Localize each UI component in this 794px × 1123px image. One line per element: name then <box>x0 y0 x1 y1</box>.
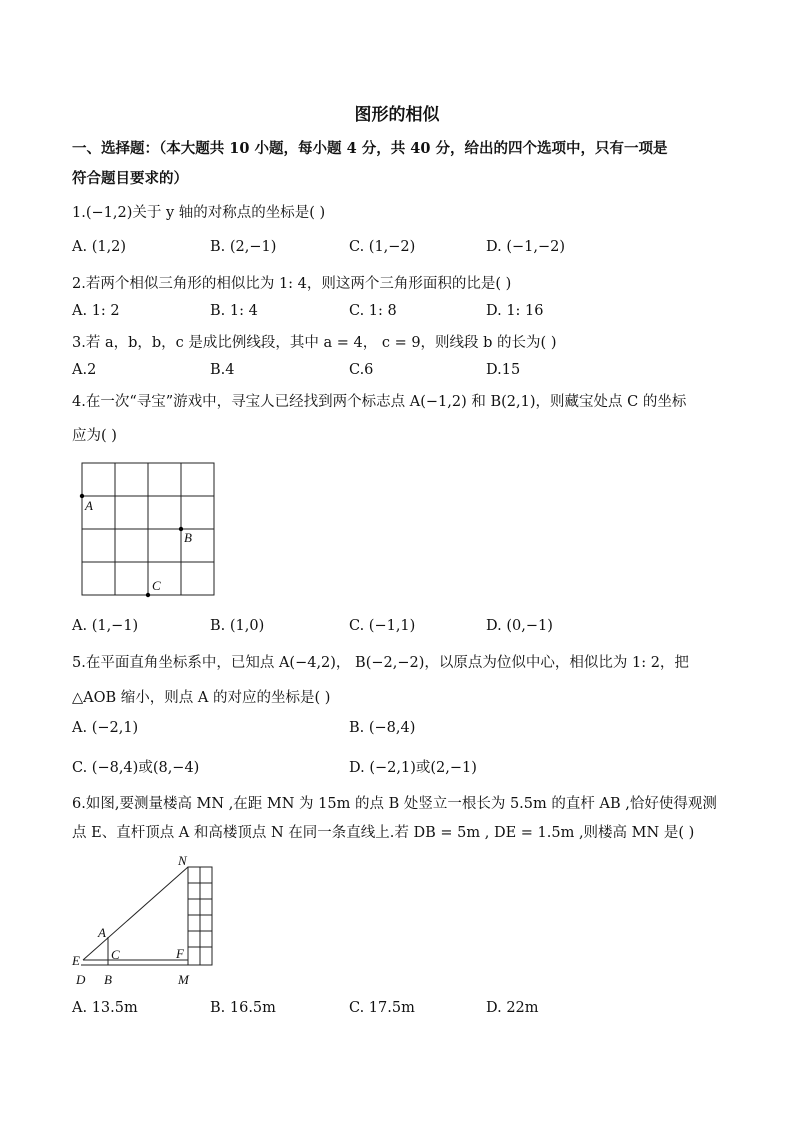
question-5-stem-line2: △AOB 缩小，则点 A 的对应的坐标是( ) <box>72 690 331 706</box>
question-1-option-b: B. (2,−1) <box>210 239 277 255</box>
label-b: B <box>184 530 192 545</box>
question-3-option-d: D.15 <box>486 362 521 378</box>
question-6-option-c: C. 17.5m <box>349 1000 415 1016</box>
question-2-option-d: D. 1: 16 <box>486 303 544 319</box>
question-4-option-a: A. (1,−1) <box>72 618 139 634</box>
question-5-option-b: B. (−8,4) <box>349 720 416 736</box>
label-c: C <box>111 947 120 962</box>
label-e: E <box>72 953 80 968</box>
question-4-option-d: D. (0,−1) <box>486 618 553 634</box>
point-a-marker <box>80 494 84 498</box>
question-2-option-c: C. 1: 8 <box>349 303 397 319</box>
question-5-option-c: C. (−8,4)或(8,−4) <box>72 760 200 776</box>
question-6-stem-line1: 6.如图,要测量楼高 MN ,在距 MN 为 15m 的点 B 处竖立一根长为 5.5m 的直杆 AB ,恰好使得观测 <box>72 796 717 812</box>
point-b-marker <box>179 527 183 531</box>
grid-lines <box>82 463 214 595</box>
question-2-option-a: A. 1: 2 <box>72 303 120 319</box>
question-4-stem-line2: 应为( ) <box>72 428 117 444</box>
point-c-marker <box>146 593 150 597</box>
question-1-option-c: C. (1,−2) <box>349 239 416 255</box>
question-1-option-a: A. (1,2) <box>72 239 127 255</box>
question-3-option-b: B.4 <box>210 362 235 378</box>
question-3-stem: 3.若 a，b，b，c 是成比例线段，其中 a = 4， c = 9，则线段 b 的长为( ) <box>72 335 557 351</box>
question-2-stem: 2.若两个相似三角形的相似比为 1: 4，则这两个三角形面积的比是( ) <box>72 276 512 292</box>
question-3-option-c: C.6 <box>349 362 374 378</box>
label-a: A <box>98 925 106 940</box>
label-d: D <box>76 972 86 987</box>
building-mn <box>188 867 212 965</box>
question-4-grid-figure <box>72 458 222 603</box>
question-5-option-d: D. (−2,1)或(2,−1) <box>349 760 477 776</box>
question-6-option-d: D. 22m <box>486 1000 539 1016</box>
question-1-stem: 1.(−1,2)关于 y 轴的对称点的坐标是( ) <box>72 205 326 221</box>
label-a: A <box>85 498 93 513</box>
label-n: N <box>178 853 187 868</box>
question-4-option-c: C. (−1,1) <box>349 618 416 634</box>
question-1-option-d: D. (−1,−2) <box>486 239 565 255</box>
question-4-stem-line1: 4.在一次“寻宝”游戏中，寻宝人已经找到两个标志点 A(−1,2) 和 B(2,1)，则藏宝处点 C 的坐标 <box>72 394 687 410</box>
section-heading-line2: 符合题目要求的） <box>72 170 188 187</box>
question-4-option-b: B. (1,0) <box>210 618 265 634</box>
question-5-stem-line1: 5.在平面直角坐标系中，已知点 A(−4,2)， B(−2,−2)，以原点为位似中心，相似比为 1: 2，把 <box>72 655 689 671</box>
label-c: C <box>152 578 161 593</box>
sight-line <box>83 867 188 960</box>
label-b: B <box>104 972 112 987</box>
question-6-stem-line2: 点 E、直杆顶点 A 和高楼顶点 N 在同一条直线上.若 DB = 5m , DE = 1.5m ,则楼高 MN 是( ) <box>72 825 695 841</box>
label-f: F <box>176 946 184 961</box>
question-3-option-a: A.2 <box>72 362 97 378</box>
section-heading-line1: 一、选择题：（本大题共 10 小题，每小题 4 分，共 40 分，给出的四个选项中，只有一项是 <box>72 140 668 157</box>
page-title: 图形的相似 <box>354 105 440 125</box>
question-6-building-figure <box>64 848 224 990</box>
question-6-option-a: A. 13.5m <box>72 1000 138 1016</box>
question-6-option-b: B. 16.5m <box>210 1000 276 1016</box>
question-5-option-a: A. (−2,1) <box>72 720 139 736</box>
question-2-option-b: B. 1: 4 <box>210 303 258 319</box>
label-m: M <box>178 972 189 987</box>
